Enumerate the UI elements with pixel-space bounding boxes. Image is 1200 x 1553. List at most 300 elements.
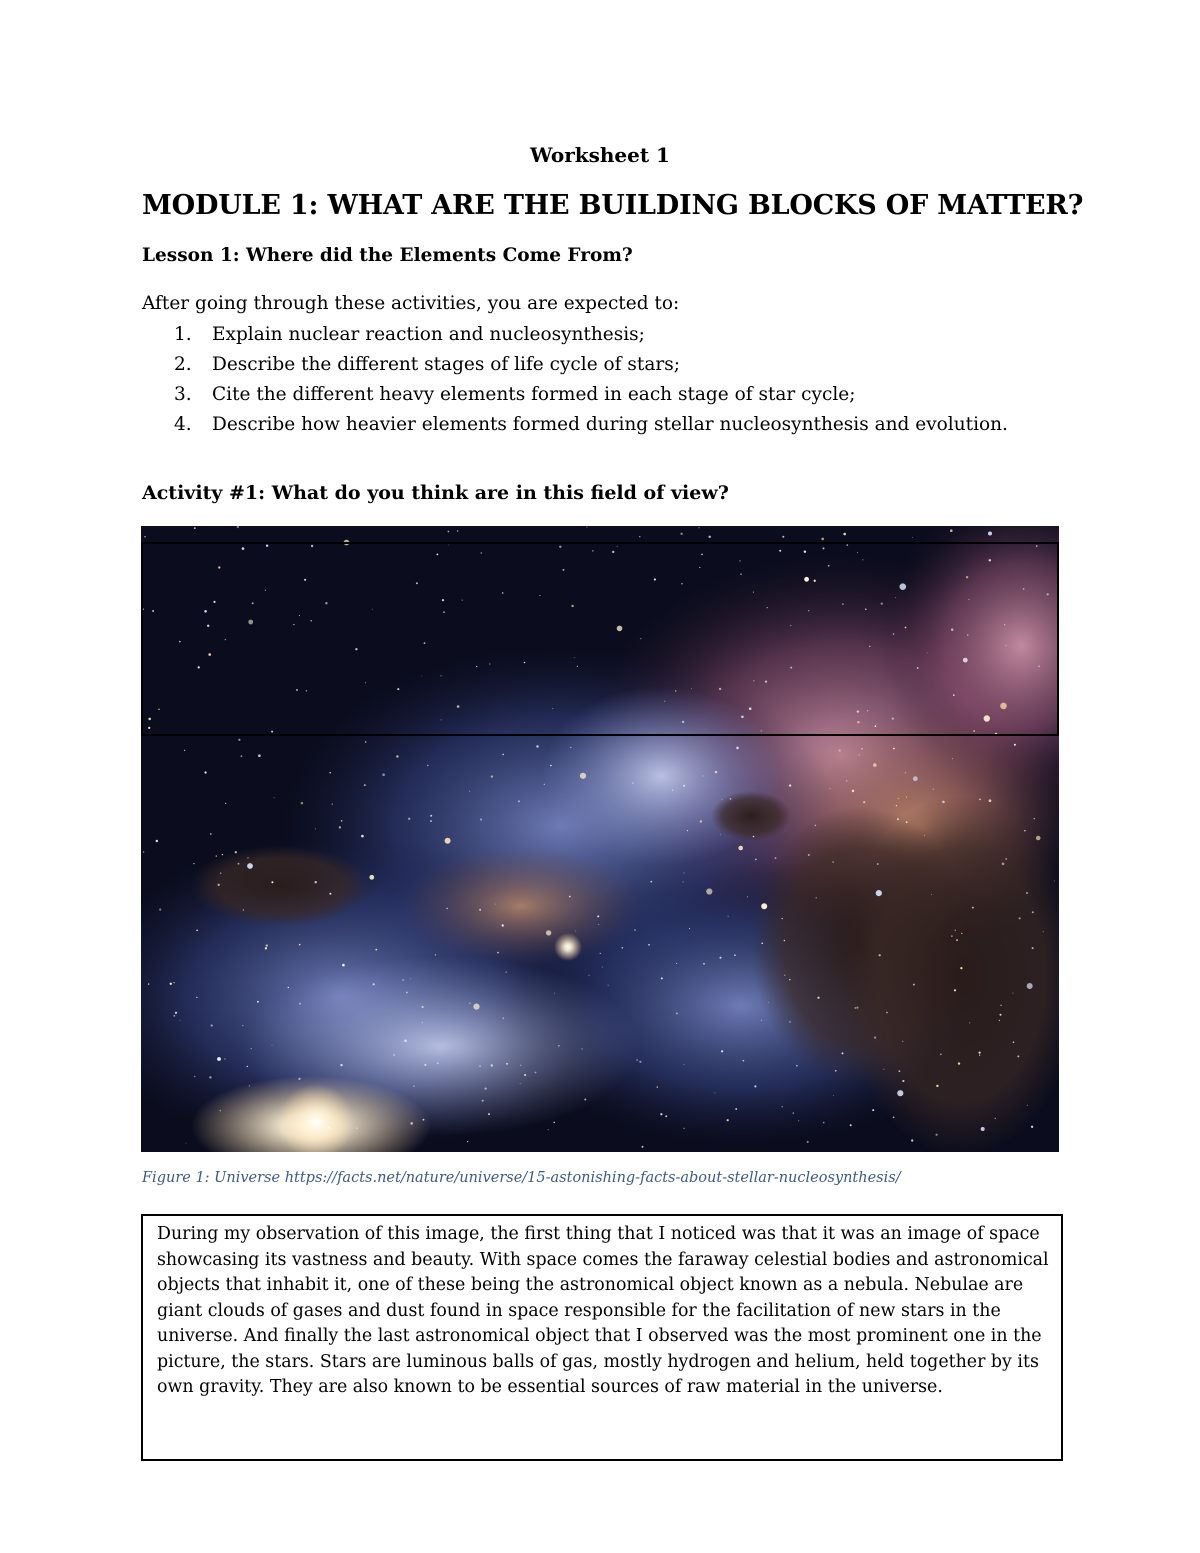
star [445, 838, 451, 844]
star [271, 881, 273, 883]
star [775, 857, 777, 859]
star [427, 765, 429, 767]
star [859, 754, 860, 755]
star [196, 930, 198, 932]
star [546, 930, 551, 935]
star [361, 835, 364, 838]
star [779, 550, 781, 552]
star [967, 634, 968, 635]
star [828, 565, 830, 567]
star [843, 533, 846, 536]
star [570, 747, 571, 748]
star [194, 1076, 195, 1077]
star [761, 730, 762, 731]
star [830, 788, 831, 789]
star [156, 840, 158, 842]
star [720, 957, 722, 959]
star [159, 908, 161, 910]
star [238, 863, 240, 865]
star [855, 1007, 856, 1008]
star [1000, 703, 1007, 710]
star [832, 861, 834, 863]
star [194, 527, 196, 529]
star [469, 791, 470, 792]
star [821, 538, 824, 541]
star [680, 533, 682, 535]
star [175, 1012, 177, 1014]
star [1043, 931, 1044, 932]
star [650, 881, 652, 883]
star [158, 709, 159, 710]
star [554, 1122, 555, 1123]
star [241, 755, 243, 757]
star [448, 545, 449, 546]
star [481, 552, 483, 554]
star [856, 1007, 858, 1009]
star [148, 727, 150, 729]
star [148, 983, 149, 984]
star [1027, 1105, 1028, 1106]
star [328, 1127, 330, 1129]
star [966, 576, 968, 578]
star [881, 603, 883, 605]
star [867, 710, 868, 711]
star [265, 590, 266, 591]
star [575, 931, 576, 932]
star [761, 903, 767, 909]
star [296, 689, 298, 691]
star [639, 1061, 641, 1063]
star [410, 1122, 413, 1125]
star [1024, 830, 1026, 832]
star [676, 963, 677, 964]
star [902, 1041, 903, 1042]
star [208, 653, 211, 656]
star [220, 873, 221, 874]
star [422, 1022, 423, 1023]
star [600, 953, 601, 954]
star [1000, 1005, 1001, 1006]
star [842, 1052, 844, 1054]
star [582, 1049, 583, 1050]
star [808, 610, 809, 611]
star [364, 784, 366, 786]
star [1004, 624, 1005, 625]
star [249, 1085, 250, 1086]
star [741, 716, 744, 719]
star [790, 667, 792, 669]
star [789, 1021, 790, 1022]
star [252, 602, 254, 604]
star [524, 1074, 526, 1076]
star [497, 952, 499, 954]
star [193, 863, 194, 864]
star [424, 642, 426, 644]
star [875, 725, 877, 727]
star [782, 536, 784, 538]
star [299, 944, 301, 946]
star [258, 754, 261, 757]
star [180, 1020, 181, 1021]
star [502, 924, 504, 926]
star [430, 815, 432, 817]
star [571, 605, 573, 607]
star [482, 1100, 484, 1102]
star [491, 1064, 493, 1066]
star [574, 657, 575, 658]
star [592, 550, 593, 551]
star [502, 754, 504, 756]
star [272, 1045, 273, 1046]
module-title: MODULE 1: WHAT ARE THE BUILDING BLOCKS OF MATTER? [142, 190, 1084, 221]
star [691, 688, 692, 689]
star [457, 705, 460, 708]
star [242, 547, 245, 550]
star [823, 1122, 825, 1124]
star [520, 1083, 521, 1084]
star [480, 818, 482, 820]
star [761, 1020, 762, 1021]
star [315, 828, 316, 829]
star [207, 625, 209, 627]
star [558, 1045, 560, 1047]
star [315, 881, 317, 883]
star [857, 552, 858, 553]
star [981, 1127, 985, 1131]
star [675, 690, 676, 691]
star [1017, 1055, 1019, 1057]
star [955, 930, 956, 931]
star [209, 1076, 211, 1078]
star [608, 985, 609, 986]
star [311, 545, 313, 547]
star [1000, 1014, 1002, 1016]
star [639, 536, 640, 537]
star [416, 582, 418, 584]
star [906, 797, 907, 798]
star [913, 776, 918, 781]
star [301, 802, 303, 804]
star [224, 1058, 225, 1059]
star [238, 739, 240, 741]
star [995, 733, 997, 735]
star [196, 997, 197, 998]
star [396, 755, 398, 757]
star [488, 1113, 490, 1115]
star [247, 1066, 248, 1067]
star [404, 1040, 407, 1043]
star [735, 1108, 737, 1110]
star [839, 749, 841, 751]
star [577, 666, 578, 667]
star [823, 547, 825, 549]
star [342, 964, 345, 967]
star [584, 1099, 586, 1101]
star [242, 1025, 243, 1026]
star [524, 662, 526, 664]
star [676, 1012, 678, 1014]
star [683, 873, 684, 874]
star [518, 800, 520, 802]
star [873, 763, 877, 767]
star [1006, 645, 1007, 646]
star [862, 559, 863, 560]
star [835, 1070, 837, 1072]
star [893, 748, 895, 750]
star [306, 690, 308, 692]
star [424, 1064, 426, 1066]
star [548, 1129, 549, 1130]
objective-item: 3. Cite the different heavy elements formed in each stage of star cycle; [174, 384, 856, 405]
star [816, 897, 817, 898]
star [356, 1128, 357, 1129]
star [355, 648, 357, 650]
star [648, 944, 650, 946]
star [341, 820, 342, 821]
star [1036, 545, 1037, 546]
star [251, 1048, 252, 1049]
star [170, 983, 172, 985]
star [749, 707, 752, 710]
star [152, 610, 154, 612]
star [956, 939, 958, 941]
star [457, 530, 459, 532]
star [340, 1064, 342, 1066]
star [373, 983, 375, 985]
star [886, 1012, 888, 1014]
universe-image [141, 526, 1059, 1152]
star [332, 803, 333, 804]
star [598, 924, 599, 925]
star [422, 1006, 424, 1008]
star [435, 954, 436, 955]
star [640, 638, 641, 639]
star [701, 554, 703, 556]
star [790, 625, 791, 626]
star [857, 710, 859, 712]
star [683, 1128, 684, 1129]
star [198, 666, 200, 668]
star [942, 801, 945, 804]
figure-caption: Figure 1: Universe https://facts.net/nature/universe/15-astonishing-facts-about-stellar-nucleosynthesis/ [142, 1170, 901, 1186]
star [782, 1106, 783, 1107]
star [597, 915, 599, 917]
star [1002, 863, 1005, 866]
star [184, 750, 185, 751]
star [869, 646, 870, 647]
star [443, 611, 445, 613]
star [699, 567, 700, 568]
star [310, 620, 312, 622]
star [765, 681, 767, 683]
star [218, 884, 220, 886]
star [247, 857, 248, 858]
star [569, 896, 571, 898]
star [739, 560, 740, 561]
star [243, 909, 244, 910]
star [298, 1078, 300, 1080]
star [665, 1115, 667, 1117]
objectives-list [142, 320, 1102, 440]
star [657, 1086, 658, 1087]
objective-item: 4. Describe how heavier elements formed during stellar nucleosynthesis and evolution. [174, 414, 1008, 435]
objective-item: 2. Describe the different stages of life cycle of stars; [174, 354, 680, 375]
star [489, 664, 490, 665]
star [793, 1112, 794, 1113]
star [143, 851, 144, 852]
star [552, 708, 553, 709]
star [961, 933, 962, 934]
star [664, 701, 665, 702]
star [430, 820, 432, 822]
star [902, 1080, 904, 1082]
star [989, 559, 991, 561]
star [520, 1065, 521, 1066]
star [235, 851, 237, 853]
star [721, 1050, 723, 1052]
star [913, 984, 915, 986]
star [684, 1064, 685, 1065]
star [186, 1143, 187, 1144]
star [876, 724, 877, 725]
star [817, 997, 819, 999]
star [174, 982, 175, 983]
star [661, 977, 663, 979]
star [462, 600, 463, 601]
star [442, 599, 444, 601]
star [142, 608, 144, 610]
star [413, 1086, 414, 1087]
star [863, 801, 865, 803]
star [1031, 1126, 1033, 1128]
star [210, 833, 212, 835]
star [502, 592, 503, 593]
star [265, 947, 267, 949]
star [730, 798, 732, 800]
star [768, 1002, 769, 1003]
star [271, 731, 273, 733]
star [467, 1141, 468, 1142]
star [563, 569, 565, 571]
star [951, 935, 952, 936]
star [931, 894, 932, 895]
star [602, 967, 603, 968]
star [266, 944, 268, 946]
star [329, 772, 331, 774]
star [784, 975, 785, 976]
star [469, 1003, 470, 1004]
star [299, 615, 300, 616]
star [753, 680, 754, 681]
star [988, 532, 992, 536]
star [753, 592, 754, 593]
star [1032, 911, 1034, 913]
star [369, 875, 374, 880]
star [216, 855, 217, 856]
star [747, 896, 748, 897]
star [761, 943, 763, 945]
star [437, 1062, 439, 1064]
star [842, 603, 843, 604]
star [953, 694, 955, 696]
star [876, 890, 882, 896]
star [979, 1052, 981, 1054]
star [754, 1085, 756, 1087]
star [654, 578, 656, 580]
star [1047, 593, 1049, 595]
star [906, 821, 908, 823]
star [905, 772, 906, 773]
star [703, 776, 704, 777]
star [897, 818, 899, 820]
star [344, 540, 350, 546]
star [612, 551, 614, 553]
star [682, 721, 684, 723]
star [738, 846, 743, 851]
star [375, 949, 377, 951]
star [473, 1004, 479, 1010]
star [979, 1055, 980, 1056]
star [293, 624, 294, 625]
star [339, 826, 341, 828]
star [441, 675, 442, 676]
star [899, 1070, 901, 1072]
star [636, 1059, 638, 1061]
star [1032, 947, 1034, 949]
star [740, 573, 742, 575]
star [225, 639, 226, 640]
star [402, 979, 404, 981]
star [687, 830, 688, 831]
star [979, 799, 981, 801]
star [798, 1120, 799, 1121]
star [709, 536, 711, 538]
star [927, 653, 928, 654]
star [896, 805, 897, 806]
star [506, 972, 507, 973]
star [784, 940, 786, 942]
star [1014, 744, 1016, 746]
star [936, 1134, 938, 1136]
star [1027, 983, 1033, 989]
star [393, 1054, 395, 1056]
star [204, 610, 207, 613]
star [936, 1085, 938, 1087]
star [325, 602, 327, 604]
star [554, 993, 555, 994]
star [632, 782, 634, 784]
star [984, 715, 990, 721]
star [879, 954, 881, 956]
star [815, 825, 817, 827]
star [900, 583, 907, 590]
star [372, 609, 373, 610]
star [1054, 881, 1055, 882]
star [247, 863, 253, 869]
star [288, 987, 289, 988]
star [266, 545, 268, 547]
star [933, 789, 934, 790]
star [999, 1020, 1000, 1021]
star [683, 785, 685, 787]
star [814, 580, 816, 582]
star [589, 975, 590, 976]
star [502, 1017, 504, 1019]
star [365, 741, 367, 743]
star [727, 1119, 729, 1121]
star [1023, 588, 1025, 590]
star [734, 954, 736, 956]
